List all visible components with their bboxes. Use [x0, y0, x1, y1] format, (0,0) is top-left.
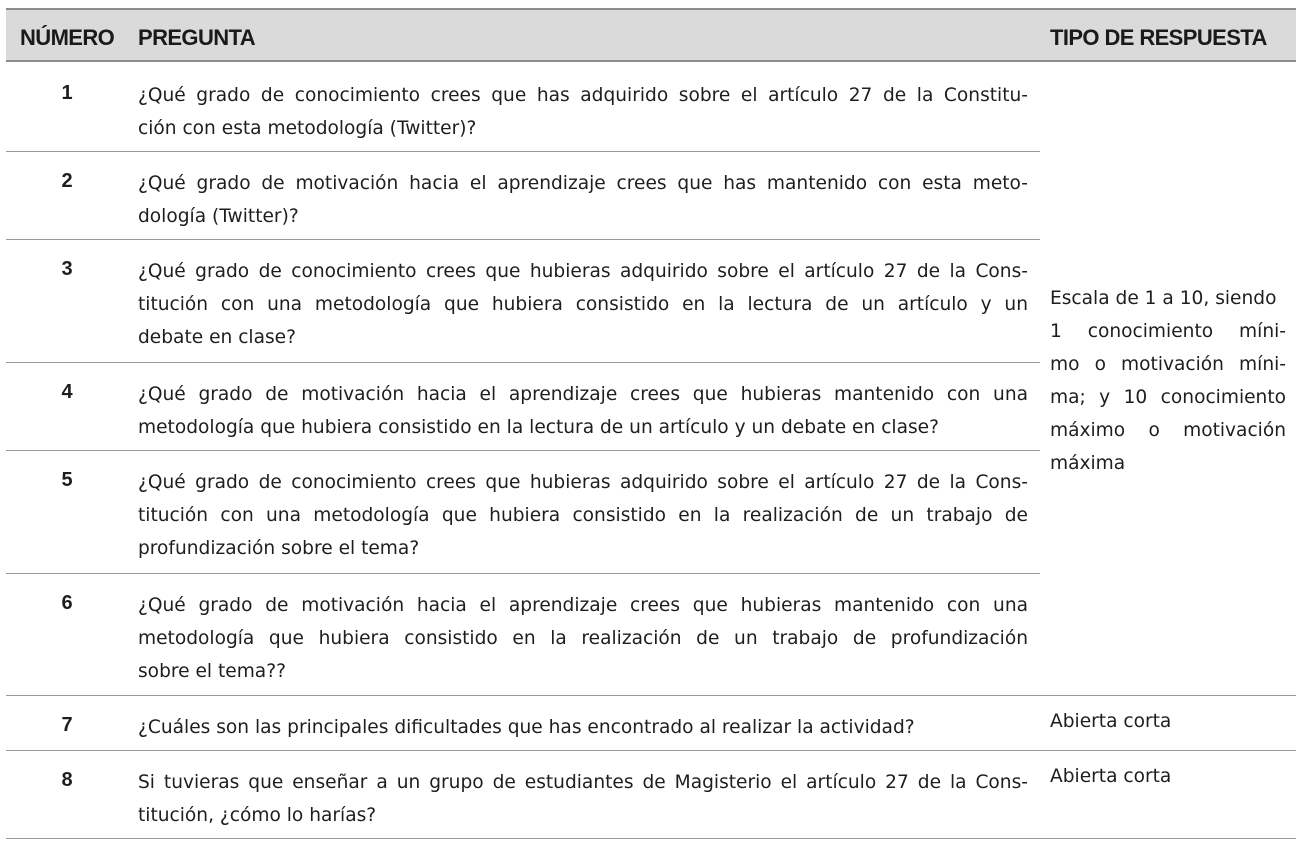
table-row: [6, 750, 1296, 838]
scale-answer-line: máxima: [1050, 453, 1126, 474]
table-row: [6, 573, 1296, 695]
question-line: titución con una metodología que hubiera consistido en la lectura de un artículo y un: [138, 294, 1028, 315]
question-number: 6: [61, 592, 73, 614]
scale-answer-line: Escala de 1 a 10, siendo: [1050, 288, 1277, 309]
answer-type: Abierta corta: [1050, 711, 1172, 732]
scale-answer-line: 1 conocimiento míni-: [1050, 321, 1286, 342]
question-text: [138, 167, 1028, 233]
question-line: debate en clase?: [138, 327, 296, 348]
answer-type: Abierta corta: [1050, 766, 1172, 787]
question-line: ¿Qué grado de motivación hacia el aprendizaje crees que hubieras mantenido con una: [138, 384, 1028, 405]
question-line: sobre el tema??: [138, 661, 286, 682]
scale-answer-line: ma; y 10 conocimiento: [1050, 387, 1286, 408]
question-text: [138, 378, 1028, 444]
question-number: 1: [61, 82, 73, 104]
question-line: ¿Qué grado de conocimiento crees que has adquirido sobre el artículo 27 de la Constitu-: [138, 85, 1028, 106]
question-number: 4: [61, 381, 73, 403]
table-row: [6, 63, 1296, 151]
question-text: [138, 255, 1028, 354]
question-number: 8: [61, 769, 73, 791]
question-line: titución, ¿cómo lo harías?: [138, 805, 377, 826]
question-line: metodología que hubiera consistido en la realización de un trabajo de profundización: [138, 628, 1028, 649]
question-line: metodología que hubiera consistido en la lectura de un artículo y un debate en clase?: [138, 417, 939, 438]
header-numero: NÚMERO: [20, 25, 115, 50]
question-line: Si tuvieras que enseñar a un grupo de estudiantes de Magisterio el artículo 27 de la Cons-: [138, 772, 1028, 793]
question-line: profundización sobre el tema?: [138, 538, 420, 559]
row-divider: [6, 838, 1296, 839]
scale-answer-line: mo o motivación míni-: [1050, 354, 1286, 375]
question-number: 5: [61, 469, 73, 491]
question-line: ¿Qué grado de motivación hacia el aprendizaje crees que hubieras mantenido con una: [138, 595, 1028, 616]
question-text: [138, 79, 1028, 145]
question-line: ¿Qué grado de motivación hacia el aprendizaje crees que has mantenido con esta meto-: [138, 173, 1028, 194]
question-text: [138, 766, 1028, 832]
header-tipo: TIPO DE RESPUESTA: [1050, 25, 1267, 50]
scale-answer-type: [1050, 282, 1286, 480]
question-number: 7: [61, 714, 73, 736]
question-line: dología (Twitter)?: [138, 206, 299, 227]
question-line: ¿Qué grado de conocimiento crees que hubieras adquirido sobre el artículo 27 de la Cons-: [138, 261, 1028, 282]
question-line: ¿Cuáles son las principales dificultades que has encontrado al realizar la actividad?: [138, 717, 915, 738]
question-text: [138, 466, 1028, 565]
table-row: [6, 151, 1296, 239]
question-text: [138, 711, 1028, 744]
question-line: ¿Qué grado de conocimiento crees que hubieras adquirido sobre el artículo 27 de la Cons-: [138, 472, 1028, 493]
table-row: [6, 695, 1296, 750]
question-line: titución con una metodología que hubiera consistido en la realización de un trabajo de: [138, 505, 1028, 526]
question-text: [138, 589, 1028, 688]
question-number: 2: [61, 170, 73, 192]
question-line: ción con esta metodología (Twitter)?: [138, 118, 477, 139]
scale-answer-line: máximo o motivación: [1050, 420, 1286, 441]
question-number: 3: [61, 258, 73, 280]
table-header: [6, 8, 1296, 62]
header-pregunta: PREGUNTA: [138, 25, 256, 50]
